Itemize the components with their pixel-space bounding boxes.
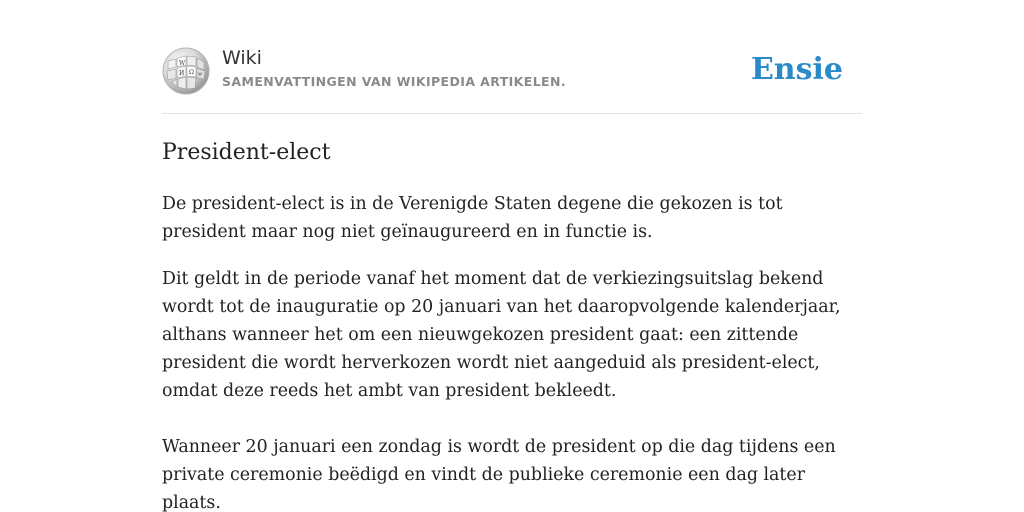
wikipedia-globe-icon[interactable] xyxy=(162,47,210,95)
article-paragraph: Wanneer 20 januari een zondag is wordt de president op die dag tijdens een private ceremonie beëdigd en vindt de publieke ceremonie een dag later plaats. xyxy=(162,437,836,512)
site-tagline: SAMENVATTINGEN VAN WIKIPEDIA ARTIKELEN. xyxy=(222,74,567,89)
header-divider xyxy=(162,113,862,114)
svg-text:И: И xyxy=(179,70,185,77)
svg-text:Ω: Ω xyxy=(189,69,194,76)
brand-logo-text[interactable]: Ensie xyxy=(750,52,843,87)
article-title: President-elect xyxy=(162,140,331,165)
svg-text:W: W xyxy=(179,60,186,67)
article-paragraph: Dit geldt in de periode vanaf het moment dat de verkiezingsuitslag bekend wordt tot de inauguratie op 20 januari van het daaropvolgende kalenderjaar, althans wanneer het om een nieuwgekozen president gaat: een zittende president die wordt herverkozen wordt niet aangeduid als president-elect, omdat deze reeds het ambt van president bekleedt. xyxy=(162,269,841,401)
site-name[interactable]: Wiki xyxy=(222,47,262,69)
article-paragraph: De president-elect is in de Verenigde Staten degene die gekozen is tot president maar nog niet geïnaugureerd en in functie is. xyxy=(162,194,783,242)
svg-text:ψ: ψ xyxy=(198,71,202,77)
site-header xyxy=(162,46,862,96)
article-body xyxy=(162,190,862,512)
